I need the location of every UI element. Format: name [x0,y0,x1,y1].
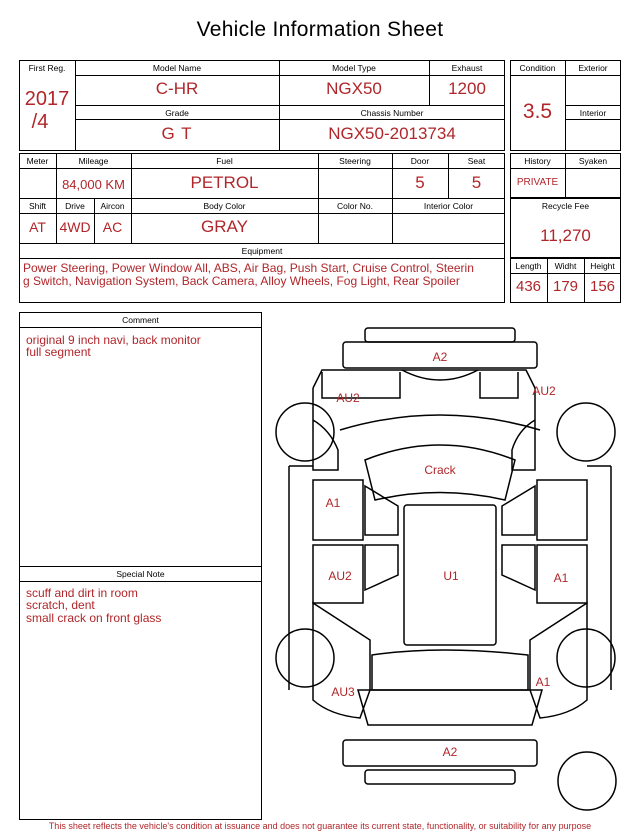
aircon-label: Aircon [100,201,125,211]
model-type-label: Model Type [332,63,376,73]
car-damage-diagram [270,318,630,818]
comment-line-2: full segment [26,345,91,359]
damage-right-rear-quarter: A1 [535,675,551,689]
first-reg-month: /4 [31,111,49,133]
history-label: History [524,156,551,166]
seat-value: 5 [471,173,482,192]
fuel-label: Fuel [216,156,233,166]
equipment-line-2: g Switch, Navigation System, Back Camera, Alloy Wheels, Fog Light, Rear Spoiler [23,274,460,288]
interior-color-label: Interior Color [423,201,474,211]
body-color-label: Body Color [203,201,246,211]
special-note-line-3: small crack on front glass [26,611,162,625]
aircon-value: AC [102,219,123,235]
damage-left-front-door: A1 [325,496,341,510]
damage-rear-bumper: A2 [442,745,458,759]
body-color-value: GRAY [201,217,248,236]
steering-label: Steering [339,156,371,166]
model-type-value: NGX50 [326,79,382,98]
exterior-label: Exterior [578,63,608,73]
grade-label: Grade [165,108,189,118]
width-label: Widht [554,261,577,271]
recycle-fee-value: 11,270 [540,226,591,245]
damage-left-rear-quarter: AU3 [331,685,355,699]
page-title: Vehicle Information Sheet [196,18,444,41]
comment-label: Comment [122,315,159,325]
special-note-label: Special Note [116,569,165,579]
condition-value: 3.5 [522,100,553,123]
seat-label: Seat [467,156,486,166]
condition-label: Condition [519,63,556,73]
chassis-number-value: NGX50-2013734 [328,124,456,143]
damage-windshield: Crack [424,463,456,477]
length-value: 436 [515,278,542,295]
color-no-label: Color No. [337,201,373,211]
model-name-value: C-HR [155,79,199,98]
damage-right-rear-door: A1 [553,571,569,585]
drive-label: Drive [65,201,85,211]
special-note-line-2: scratch, dent [26,598,95,612]
damage-front-left-fender: AU2 [336,391,360,405]
syaken-label: Syaken [578,156,608,166]
damage-left-rear-door: AU2 [328,569,352,583]
door-value: 5 [415,173,425,192]
meter-label: Meter [26,156,49,166]
first-reg-year: 2017 [24,88,70,110]
disclaimer-footer: This sheet reflects the vehicle's condition at issuance and does not guarantee its current state, functionality, or suitability for any purpose [48,821,592,831]
door-label: Door [410,156,430,166]
interior-label: Interior [579,108,607,118]
mileage-label: Mileage [78,156,109,166]
exhaust-label: Exhaust [451,63,483,73]
comment-line-1: original 9 inch navi, back monitor [26,333,201,347]
drive-value: 4WD [59,219,91,235]
damage-roof: U1 [443,569,459,583]
damage-front-right-fender: AU2 [532,384,556,398]
equipment-label: Equipment [241,246,283,256]
special-note-line-1: scuff and dirt in room [26,586,138,600]
chassis-number-label: Chassis Number [360,108,424,118]
width-value: 179 [552,278,579,295]
height-value: 156 [589,278,616,295]
mileage-value: 84,000 KM [62,177,125,192]
shift-value: AT [29,219,46,235]
damage-front-bumper: A2 [432,350,448,364]
equipment-line-1: Power Steering, Power Window All, ABS, Air Bag, Push Start, Cruise Control, Steerin [23,261,474,275]
grade-value: G T [161,124,193,143]
model-name-label: Model Name [152,63,202,73]
history-value: PRIVATE [516,177,559,188]
shift-label: Shift [28,201,46,211]
fuel-value: PETROL [190,173,259,192]
exhaust-value: 1200 [448,79,486,98]
height-label: Height [590,261,615,271]
first-reg-label: First Reg. [28,63,66,73]
length-label: Length [515,261,542,271]
recycle-fee-label: Recycle Fee [541,201,590,211]
